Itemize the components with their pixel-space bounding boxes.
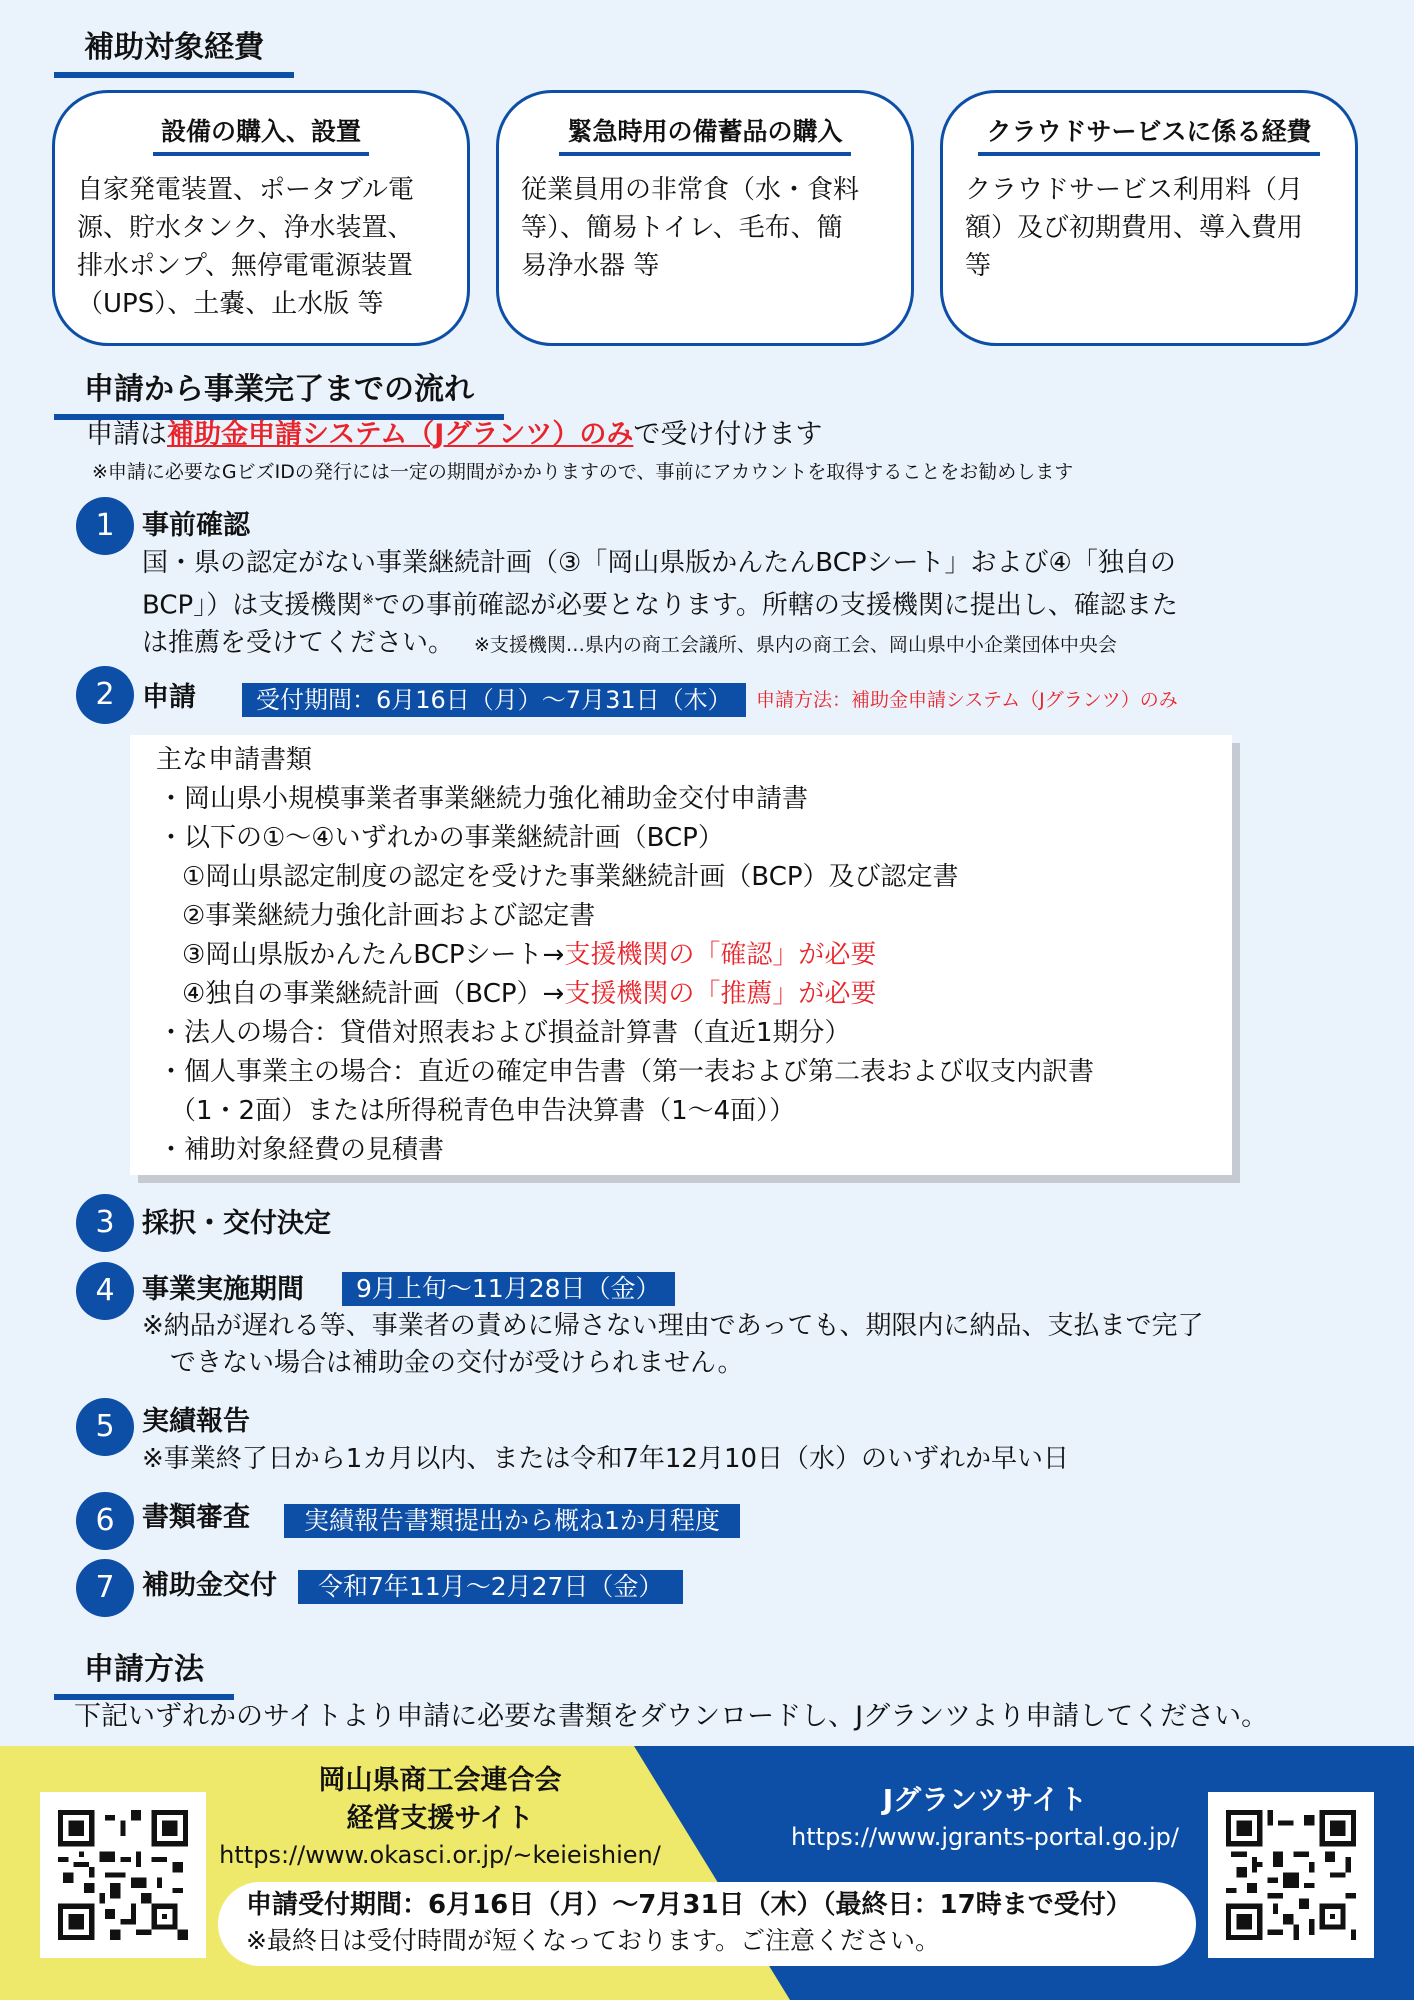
step-number-badge: 1 [76,497,134,555]
step-label: 書類審査 [142,1502,250,1533]
list-item: ④独自の事業継続計画（BCP）→支援機関の「推薦」が必要 [182,979,877,1009]
step-label: 補助金交付 [142,1570,277,1601]
jgrants-qr-code[interactable] [1208,1792,1374,1958]
step-label: 実績報告 [142,1406,250,1437]
list-item: （1・2面）または所得税青色申告決算書（1〜4面）） [170,1096,796,1126]
list-item: ・個人事業主の場合：直近の確定申告書（第一表および第二表および収支内訳書 [158,1057,1095,1087]
flow-intro: 申請は補助金申請システム（Jグランツ）のみで受け付けます [86,419,823,450]
application-method-note: 申請方法：補助金申請システム（Jグランツ）のみ [756,689,1178,711]
list-item: ・補助対象経費の見積書 [158,1135,445,1165]
step-number-badge: 2 [76,666,134,724]
step-number-badge: 5 [76,1398,134,1456]
docs-heading: 主な申請書類 [156,745,313,775]
list-item: ②事業継続力強化計画および認定書 [182,901,596,931]
card-title: 緊急時用の備蓄品の購入 [559,115,850,156]
jgrants-only-highlight: 補助金申請システム（Jグランツ）のみ [167,419,634,450]
required-documents-box [130,735,1232,1175]
okasci-qr-code[interactable] [40,1792,206,1958]
list-item: ・法人の場合：貸借対照表および損益計算書（直近1期分） [158,1018,851,1048]
section-title-flow: 申請から事業完了までの流れ [54,370,504,420]
list-item: ・以下の①〜④いずれかの事業継続計画（BCP） [158,823,724,853]
card-body: 自家発電装置、ポータブル電 源、貯水タンク、浄水装置、 排水ポンプ、無停電電源装置 （UPS）、土嚢、止水版 等 [77,175,414,319]
section-title-eligible-expenses: 補助対象経費 [54,28,294,78]
expense-card-emergency-supplies [496,90,914,346]
step-label: 採択・交付決定 [142,1208,331,1239]
step-description: 国・県の認定がない事業継続計画（③「岡山県版かんたんBCPシート」および④「独自の BCP」）は支援機関※での事前確認が必要となります。所轄の支援機関に提出し、確認また は推薦を受けてください。 ※支援機関…県内の商工会議所、県内の商工会、岡山県中小企業団体中央会 [142,548,1178,658]
okasci-url-link[interactable]: https://www.okasci.or.jp/~keieishien/ [219,1841,661,1869]
step-note: ※事業終了日から1カ月以内、または令和7年12月10日（水）のいずれか早い日 [142,1444,1070,1474]
grant-payment-badge: 令和7年11月〜2月27日（金） [298,1570,683,1604]
review-period-badge: 実績報告書類提出から概ね1か月程度 [284,1504,740,1538]
step-number-badge: 3 [76,1194,134,1252]
list-item: ・岡山県小規模事業者事業継続力強化補助金交付申請書 [158,784,809,814]
implementation-period-badge: 9月上旬〜11月28日（金） [342,1272,675,1306]
gbiz-id-note: ※申請に必要なGビズIDの発行には一定の期間がかかりますので、事前にアカウントを取得することをお勧めします [92,461,1074,483]
step-label: 申請 [142,682,196,713]
step-number-badge: 7 [76,1559,134,1617]
step-number-badge: 4 [76,1262,134,1320]
list-item: ①岡山県認定制度の認定を受けた事業継続計画（BCP）及び認定書 [182,862,959,892]
step-number-badge: 6 [76,1492,134,1550]
support-org-note: ※支援機関…県内の商工会議所、県内の商工会、岡山県中小企業団体中央会 [474,633,1117,656]
section-title-how-to-apply: 申請方法 [54,1650,234,1700]
deadline-caution: ※最終日は受付時間が短くなっております。ご注意ください。 [246,1926,940,1955]
step-note: ※納品が遅れる等、事業者の責めに帰さない理由であっても、期限内に納品、支払まで完了 できない場合は補助金の交付が受けられません。 [142,1311,1204,1378]
application-period-badge: 受付期間：6月16日（月）〜7月31日（木） [242,683,746,717]
okasci-site-info[interactable]: 岡山県商工会連合会 経営支援サイト https://www.okasci.or.jp/~keieishien/ [200,1762,680,1872]
application-deadline-box [218,1882,1196,1966]
card-body: クラウドサービス利用料（月 額）及び初期費用、導入費用 等 [965,175,1304,281]
step-label: 事業実施期間 [142,1274,304,1305]
expense-card-cloud [940,90,1358,346]
list-item: ③岡山県版かんたんBCPシート→支援機関の「確認」が必要 [182,940,877,970]
jgrants-url-link[interactable]: https://www.jgrants-portal.go.jp/ [791,1823,1179,1851]
step-label: 事前確認 [142,510,250,541]
card-title: クラウドサービスに係る経費 [978,115,1319,156]
card-body: 従業員用の非常食（水・食料 等）、簡易トイレ、毛布、簡 易浄水器 等 [521,175,860,281]
jgrants-site-info[interactable]: Jグランツサイト https://www.jgrants-portal.go.jp/ [760,1781,1210,1855]
how-to-apply-text: 下記いずれかのサイトより申請に必要な書類をダウンロードし、Jグランツより申請してください。 [74,1701,1269,1732]
expense-card-equipment [52,90,470,346]
card-title: 設備の購入、設置 [153,115,369,156]
deadline-line: 申請受付期間：6月16日（月）〜7月31日（木）（最終日：17時まで受付） [246,1890,1132,1920]
